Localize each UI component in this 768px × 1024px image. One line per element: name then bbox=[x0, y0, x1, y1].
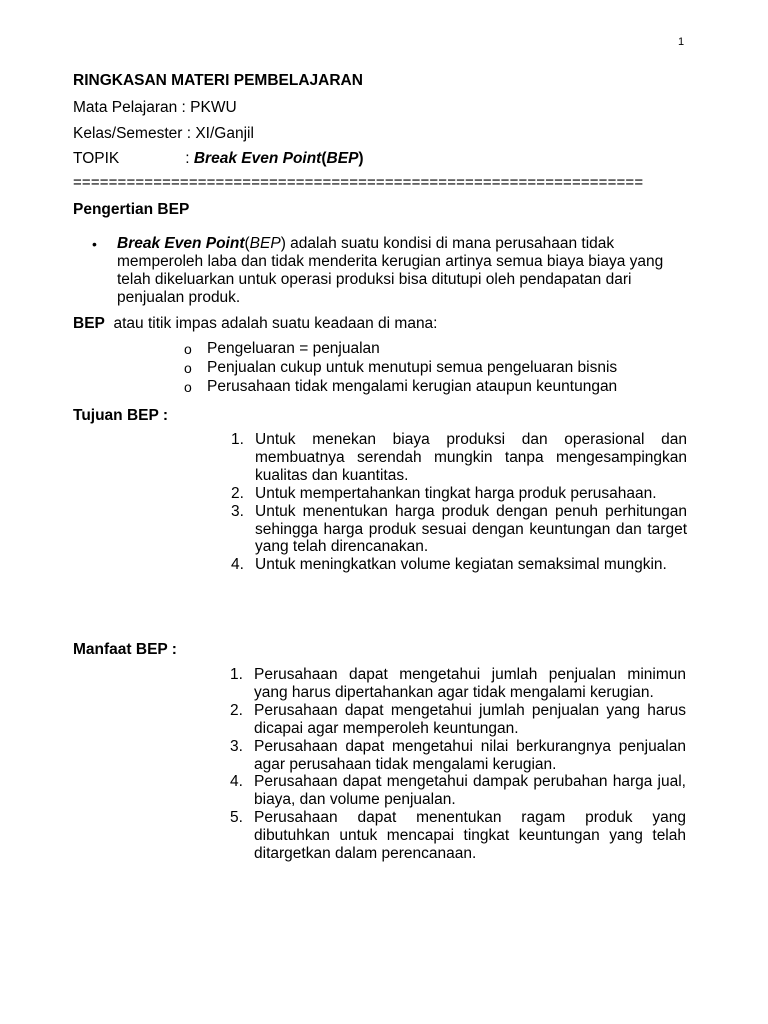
subject-line: Mata Pelajaran : PKWU bbox=[73, 99, 237, 116]
list-item bbox=[230, 738, 686, 774]
list-item-text: Perusahaan dapat menentukan ragam produk yang dibutuhkan untuk mencapai tingkat keuntungan yang telah ditargetkan dalam perencanaan. bbox=[254, 809, 686, 863]
list-item-text: Perusahaan dapat mengetahui dampak perubahan harga jual, biaya, dan volume penjualan. bbox=[254, 773, 686, 809]
bep-line bbox=[73, 315, 438, 333]
topic-paren-open: ( bbox=[321, 150, 327, 167]
condition-item: Penjualan cukup untuk menutupi semua pengeluaran bisnis bbox=[207, 359, 618, 376]
definition-term: Break Even Point bbox=[117, 235, 245, 252]
list-item bbox=[231, 556, 687, 574]
circle-bullet-icon: o bbox=[184, 379, 192, 395]
definition-paragraph bbox=[117, 235, 682, 307]
condition-item: Pengeluaran = penjualan bbox=[207, 340, 380, 357]
list-number: 1. bbox=[230, 666, 243, 683]
list-number: 4. bbox=[231, 556, 244, 574]
list-item-text: Untuk mempertahankan tingkat harga produk perusahaan. bbox=[255, 484, 657, 502]
tujuan-list bbox=[231, 431, 687, 574]
topic-colon: : bbox=[185, 150, 190, 167]
topic-line bbox=[73, 150, 364, 168]
bep-label: BEP bbox=[73, 315, 105, 332]
list-number: 5. bbox=[230, 809, 243, 827]
list-item bbox=[231, 503, 687, 557]
bullet-icon: • bbox=[92, 236, 97, 252]
condition-item: Perusahaan tidak mengalami kerugian ataupun keuntungan bbox=[207, 378, 618, 395]
list-item bbox=[231, 431, 687, 485]
topic-abbr: BEP bbox=[326, 150, 359, 167]
list-number: 3. bbox=[230, 737, 243, 755]
list-item-text: Untuk menekan biaya produksi dan operasional dan membuatnya serendah mungkin tanpa mengesampingkan kualitas dan kuantitas. bbox=[255, 431, 687, 484]
list-item-text: Untuk menentukan harga produk dengan penuh perhitungan sehingga harga produk sesuai dengan keuntungan dan target yang telah direncanakan. bbox=[255, 502, 687, 556]
list-item-text: Perusahaan dapat mengetahui jumlah penjualan yang harus dicapai agar memperoleh keuntungan. bbox=[254, 701, 686, 737]
list-number: 1. bbox=[231, 431, 244, 448]
topic-paren-close: ) bbox=[358, 150, 364, 167]
list-item bbox=[230, 809, 686, 863]
list-item bbox=[231, 485, 687, 503]
list-number: 3. bbox=[231, 502, 244, 520]
bep-text: atau titik impas adalah suatu keadaan di mana: bbox=[113, 315, 438, 332]
manfaat-heading: Manfaat BEP : bbox=[73, 641, 177, 658]
document-title: RINGKASAN MATERI PEMBELAJARAN bbox=[73, 72, 363, 89]
topic-label: TOPIK bbox=[73, 150, 120, 167]
definition-abbr: BEP bbox=[249, 235, 281, 252]
list-item-text: Perusahaan dapat mengetahui nilai berkurangnya penjualan agar perusahaan tidak mengalami kerugian. bbox=[254, 737, 686, 773]
page-number: 1 bbox=[678, 36, 685, 48]
pengertian-heading: Pengertian BEP bbox=[73, 201, 190, 218]
list-item bbox=[230, 666, 686, 702]
definition-paren-open: ( bbox=[244, 235, 250, 252]
list-item bbox=[230, 773, 686, 809]
manfaat-list bbox=[230, 666, 686, 863]
list-item-text: Untuk meningkatkan volume kegiatan semaksimal mungkin. bbox=[255, 556, 667, 574]
definition-text: adalah suatu kondisi di mana perusahaan tidak memperoleh laba dan tidak menderita kerugian artinya semua biaya biaya yang telah dikeluarkan untuk operasi produksi bisa ditutupi oleh pendapatan dari penjualan produk. bbox=[117, 235, 664, 306]
list-number: 2. bbox=[230, 701, 243, 719]
tujuan-heading: Tujuan BEP : bbox=[73, 407, 169, 424]
topic-term: Break Even Point bbox=[193, 150, 322, 167]
circle-bullet-icon: o bbox=[184, 341, 192, 357]
circle-bullet-icon: o bbox=[184, 360, 192, 376]
list-item bbox=[230, 702, 686, 738]
list-number: 4. bbox=[230, 773, 243, 791]
list-number: 2. bbox=[231, 484, 244, 502]
definition-paren-close: ) bbox=[280, 235, 286, 252]
separator-line: ================================================================ bbox=[73, 174, 644, 191]
list-item-text: Perusahaan dapat mengetahui jumlah penjualan minimun yang harus dipertahankan agar tidak mengalami kerugian. bbox=[254, 666, 686, 701]
class-semester-line: Kelas/Semester : XI/Ganjil bbox=[73, 125, 254, 142]
